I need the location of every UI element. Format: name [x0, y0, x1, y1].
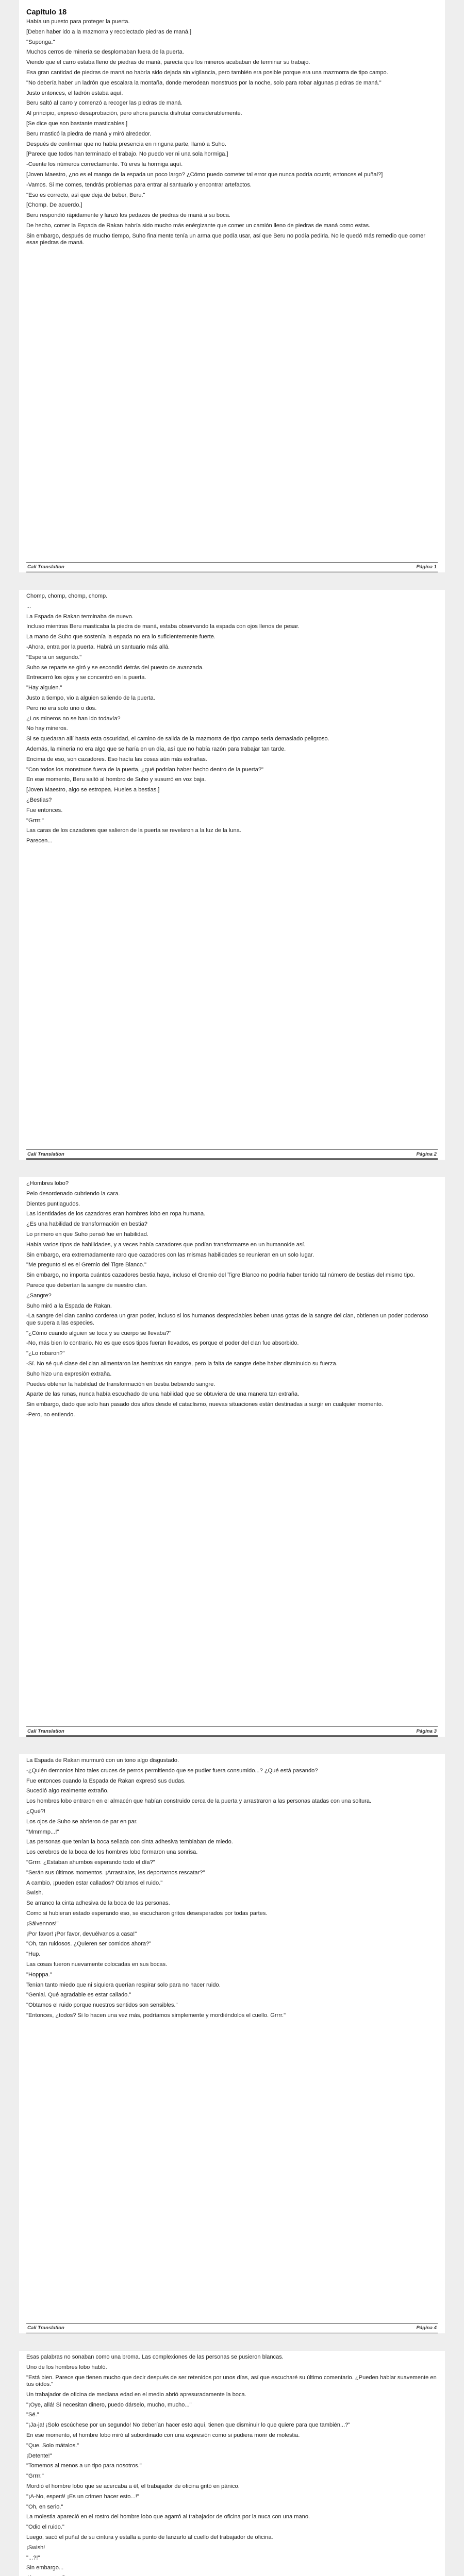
paragraph: Beru masticó la piedra de maná y miró alrededor.: [26, 130, 152, 137]
paragraph: "Obtamos el ruido porque nuestros sentidos son sensibles.": [26, 2002, 178, 2009]
paragraph: Mordió el hombre lobo que se acercaba a él, el trabajador de oficina gritó en pánico.: [26, 2483, 240, 2489]
paragraph: Puedes obtener la habilidad de transformación en bestia bebiendo sangre.: [26, 1381, 216, 1387]
paragraph: Justo a tiempo, vio a alguien saliendo de la puerta.: [26, 694, 155, 701]
paragraph: En ese momento, Beru saltó al hombro de Suho y susurró en voz baja.: [26, 776, 206, 783]
paragraph: "Oh, tan ruidosos. ¿Quieren ser comidos ahora?": [26, 1941, 152, 1947]
paragraph: [Se dice que son bastante masticables.]: [26, 120, 128, 127]
paragraph: Justo entonces, el ladrón estaba aquí.: [26, 90, 123, 96]
document-page: [19, 0, 445, 572]
paragraph: Incluso mientras Beru masticaba la piedra de maná, estaba observando la espada con ojos llenos de pesar.: [26, 623, 300, 630]
paragraph: Después de confirmar que no había presencia en ninguna parte, llamó a Suho.: [26, 141, 226, 147]
paragraph: Al principio, expresó desaprobación, pero ahora parecía disfrutar considerablemente.: [26, 110, 242, 117]
paragraph: -¿Quién demonios hizo tales cruces de perros permitiendo que se pudier fuera consumido...? ¿Qué está pasando?: [26, 1767, 318, 1774]
paragraph: "Grrrr. ¿Estaban ahumbos esperando todo el día?": [26, 1859, 155, 1866]
page-body: [26, 593, 438, 1149]
paragraph: -No, más bien lo contrario. No es que esos tipos fueran llevados, es porque el poder del clan fue absorbido.: [26, 1340, 299, 1347]
paragraph: Fue entonces.: [26, 807, 63, 814]
paragraph: "¡A-No, esperá! ¡Es un crimen hacer esto...!": [26, 2493, 139, 2500]
footer-page-label: Página: [416, 2325, 434, 2331]
paragraph: Las personas que tenían la boca sellada con cinta adhesiva temblaban de miedo.: [26, 1839, 233, 1845]
paragraph: Beru saltó al carro y comenzó a recoger las piedras de maná.: [26, 100, 183, 107]
paragraph: Se arranco la cinta adhesiva de la boca de las personas.: [26, 1900, 170, 1907]
paragraph: "Mmmmp...!": [26, 1828, 59, 1835]
paragraph: [Joven Maestro, algo se estropea. Hueles a bestias.]: [26, 787, 160, 793]
paragraph: En ese momento, el hombre lobo miró al subordinado con una expresión como si pudiera morir de molestia.: [26, 2432, 300, 2438]
page-body: [26, 1180, 438, 1726]
paragraph: Las cosas fueron nuevamente colocadas en sus bocas.: [26, 1961, 168, 1968]
paragraph: ¿Bestias?: [26, 796, 52, 803]
paragraph: ¡Detente!": [26, 2452, 52, 2459]
paragraph: -Ahora, entra por la puerta. Habrá un santuario más allá.: [26, 643, 170, 650]
paragraph: "Grrrr.": [26, 2473, 44, 2480]
paragraph: [Parece que todos han terminado el trabajo. No puedo ver ni una sola hormiga.]: [26, 151, 228, 158]
paragraph: Había un puesto para proteger la puerta.: [26, 19, 130, 25]
paragraph: Pelo desordenado cubriendo la cara.: [26, 1190, 120, 1197]
footer-page-label: Página: [416, 1151, 434, 1157]
paragraph: La Espada de Rakan murmuró con un tono algo disgustado.: [26, 1757, 179, 1764]
paragraph: Suho hizo una expresión extraña.: [26, 1370, 112, 1377]
page-footer: [26, 1726, 438, 1737]
paragraph: Viendo que el carro estaba lleno de piedras de maná, parecía que los mineros acababan de terminar su trabajo.: [26, 59, 310, 66]
footer-publisher: Cali Translation: [27, 564, 64, 570]
paragraph: De hecho, comer la Espada de Rakan habría sido mucho más enérgizante que comer un camión lleno de piedras de maná como estas.: [26, 222, 371, 229]
paragraph: "Sé.": [26, 2412, 39, 2418]
paragraph: ¿Sangre?: [26, 1292, 52, 1299]
paragraph: "Genial. Qué agradable es estar callado.": [26, 1992, 131, 1998]
paragraph: Las identidades de los cazadores eran hombres lobo en ropa humana.: [26, 1211, 206, 1217]
paragraph: "Suponga.": [26, 39, 55, 45]
paragraph: Los ojos de Suho se abrieron de par en par.: [26, 1818, 138, 1825]
paragraph: Esas palabras no sonaban como una broma. Las complexiones de las personas se pusieron blancas.: [26, 2354, 284, 2360]
paragraph: ...: [26, 603, 31, 609]
paragraph: [Joven Maestro, ¿no es el mango de la espada un poco largo? ¿Cómo puedo cometer tal error que nunca podría ocurrir, entonces el puñal?]: [26, 171, 383, 178]
paragraph: Pero no era solo uno o dos.: [26, 705, 97, 711]
paragraph: Esa gran cantidad de piedras de maná no habría sido dejada sin vigilancia, pero también era posible porque era una mazmorra de tipo campo.: [26, 69, 388, 76]
paragraph: "Hopppa.": [26, 1971, 52, 1978]
paragraph: ¡Swish!: [26, 2544, 45, 2551]
paragraph: No hay mineros.: [26, 725, 68, 732]
paragraph: ¿Los mineros no se han ido todavía?: [26, 715, 121, 722]
paragraph: Había varios tipos de habilidades, y a veces había cazadores que podían transformarse en un humanoide así.: [26, 1241, 306, 1248]
paragraph: Como si hubieran estado esperando eso, se escucharon gritos desesperados por todas partes.: [26, 1910, 268, 1917]
page-body: [26, 2354, 438, 2576]
paragraph: "¿Cómo cuando alguien se toca y su cuerpo se llevaba?": [26, 1330, 172, 1336]
footer-page-value: 3: [434, 1728, 437, 1734]
paragraph: Beru respondió rápidamente y lanzó los pedazos de piedras de maná a su boca.: [26, 212, 230, 219]
footer-publisher: Cali Translation: [27, 1728, 64, 1734]
paragraph: Un trabajador de oficina de mediana edad en el medio abrió apresuradamente la boca.: [26, 2391, 246, 2398]
document-page: [19, 590, 445, 1160]
paragraph: [Chomp. De acuerdo.]: [26, 202, 82, 209]
paragraph: "Que. Solo mátalos.": [26, 2442, 79, 2449]
document-page: [19, 1754, 445, 2333]
paragraph: ¿Hombres lobo?: [26, 1180, 69, 1187]
paragraph: Tenían tanto miedo que ni siquiera querían respirar solo para no hacer ruido.: [26, 1981, 221, 1988]
paragraph: "Grrrr.": [26, 817, 44, 824]
footer-page-value: 1: [434, 564, 437, 570]
footer-page-label: Página: [416, 1728, 434, 1734]
paragraph: "Oh, en serio.": [26, 2503, 63, 2510]
paragraph: Lo primero en que Suho pensó fue en habilidad.: [26, 1231, 148, 1238]
paragraph: La molestia apareció en el rostro del hombre lobo que agarró al trabajador de oficina por la nuca con una mano.: [26, 2514, 310, 2520]
paragraph: Aparte de las runas, nunca había escuchado de una habilidad que se obtuviera de una manera tan extraña.: [26, 1391, 300, 1398]
paragraph: ¿Qué?!: [26, 1808, 45, 1815]
paragraph: "Tomemos al menos a un tipo para nosotros.": [26, 2463, 142, 2469]
paragraph: Chomp, chomp, chomp, chomp.: [26, 593, 108, 599]
paragraph: "¡Ja-ja! ¡Solo escúchese por un segundo! No deberían hacer esto aquí, tienen que disminuir lo que quiere para que también...?": [26, 2422, 351, 2429]
footer-publisher: Cali Translation: [27, 2325, 64, 2331]
paragraph: La mano de Suho que sostenía la espada no era lo suficientemente fuerte.: [26, 634, 216, 640]
footer-page-value: 2: [434, 1151, 437, 1157]
paragraph: Sin embargo, dado que solo han pasado dos años desde el cataclismo, nuevas situaciones están destinadas a surgir en cualquier momento.: [26, 1401, 383, 1408]
paragraph: "Hay alguien.": [26, 685, 62, 691]
paragraph: Sin embargo, no importa cuántos cazadores bestia haya, incluso el Gremio del Tigre Blanco no podría haber tenido tal número de bestias del mismo tipo.: [26, 1272, 415, 1279]
paragraph: Dientes puntiagudos.: [26, 1200, 80, 1207]
paragraph: La Espada de Rakan terminaba de nuevo.: [26, 613, 134, 620]
paragraph: Parece que deberían la sangre de nuestro clan.: [26, 1282, 147, 1289]
paragraph: ¡Sálvennos!": [26, 1920, 59, 1927]
footer-page-number: [417, 1728, 437, 1734]
paragraph: "Está bien. Parece que tienen mucho que decir después de ser retenidos por unos días, así que escucharé su último comentario. ¿Pueden hablar suavemente en tus oídos.": [26, 2374, 437, 2387]
paragraph: Las caras de los cazadores que salieron de la puerta se revelaron a la luz de la luna.: [26, 827, 241, 834]
paragraph: "Serán sus últimos momentos. ¡Arrastralos, les deportarnos rescatar?": [26, 1869, 205, 1876]
paragraph: Sin embargo...: [26, 2565, 64, 2571]
paragraph: [Deben haber ido a la mazmorra y recolectado piedras de maná.]: [26, 28, 192, 35]
paragraph: Suho se reparte se giró y se escondió detrás del puesto de avanzada.: [26, 664, 204, 671]
paragraph: Swish.: [26, 1890, 43, 1896]
paragraph: Sin embargo, después de mucho tiempo, Suho finalmente tenía un arma que podía usar, así que Beru no podía pedirla. No le quedó más remedio que comer esas piedras de maná.: [26, 232, 425, 246]
footer-page-value: 4: [434, 2325, 437, 2331]
paragraph: Además, la mineria no era algo que se haría en un día, así que no había razón para trabajar tan tarde.: [26, 745, 286, 752]
paragraph: Parecen...: [26, 838, 53, 844]
paragraph: "Entonces, ¿todos? Si lo hacen una vez más, podríamos simplemente y mordiéndolos el cuello. Grrrr.": [26, 2012, 286, 2019]
paragraph: Muchos cerros de minería se desplomaban fuera de la puerta.: [26, 49, 184, 56]
paragraph: A cambio, ¡pueden estar callados? Oblamos el ruido.": [26, 1879, 163, 1886]
paragraph: "Eso es correcto, así que deja de beber, Beru.": [26, 192, 145, 198]
footer-page-number: [417, 564, 437, 570]
page-footer: [26, 562, 438, 572]
footer-page-number: [417, 1151, 437, 1157]
paragraph: Los hombres lobo entraron en el almacén que habían construido cerca de la puerta y arrastraron a las personas atadas con una soltura.: [26, 1798, 372, 1805]
paragraph: "No debería haber un ladrón que escalara la montaña, donde merodean monstruos por la noche, solo para robar algunas piedras de maná.": [26, 79, 382, 86]
paragraph: Encima de eso, son cazadores. Eso hacía las cosas aún más extrañas.: [26, 756, 207, 762]
footer-publisher: Cali Translation: [27, 1151, 64, 1157]
paragraph: Luego, sacó el puñal de su cintura y estalla a punto de lanzarlo al cuello del trabajador de oficina.: [26, 2534, 273, 2540]
paragraph: Uno de los hombres lobo habló.: [26, 2364, 107, 2370]
paragraph: "Espera un segundo.": [26, 654, 82, 660]
page-footer: [26, 2323, 438, 2333]
paragraph: Fue entonces cuando la Espada de Rakan expresó sus dudas.: [26, 1777, 186, 1784]
paragraph: -La sangre del clan canino corderea un gran poder, incluso si los humanos despreciables beben unas gotas de la sangre del clan, obtienen un poder poderoso que supera a las especies.: [26, 1313, 428, 1326]
paragraph: Suho miró a la Espada de Rakan.: [26, 1302, 112, 1309]
page-body: [26, 3, 438, 562]
document-page: [19, 2351, 445, 2576]
paragraph: -Pero, no entiendo.: [26, 1411, 75, 1418]
paragraph: -Sí. No sé qué clase del clan alimentaron las hembras sin sangre, pero la falta de sangre debe haber disminuido su fuerza.: [26, 1360, 338, 1367]
document-page: [19, 1177, 445, 1737]
paragraph: Sucedió algo realmente extraño.: [26, 1788, 109, 1794]
paragraph: ¿Es una habilidad de transformación en bestia?: [26, 1221, 147, 1228]
paragraph: Si se quedaran allí hasta esta oscuridad, el camino de salida de la mazmorra de tipo campo sería demasiado peligroso.: [26, 736, 329, 742]
paragraph: "...?!": [26, 2554, 40, 2561]
paragraph: "Hup.: [26, 1951, 41, 1958]
paragraph: "Odio el ruido.": [26, 2524, 64, 2531]
chapter-title: Capítulo 18: [26, 8, 67, 16]
paragraph: -Cuente los números correctamente. Tú eres la hormiga aquí.: [26, 161, 183, 168]
footer-page-label: Página: [416, 564, 434, 570]
page-body: [26, 1757, 438, 2323]
paragraph: Entrecerró los ojos y se concentró en la puerta.: [26, 674, 146, 681]
paragraph: "Con todos los monstruos fuera de la puerta, ¿qué podrían haber hecho dentro de la puerta?": [26, 766, 263, 773]
paragraph: Los cerebros de la boca de los hombres lobo formaron una sonrisa.: [26, 1849, 198, 1856]
paragraph: ¡Por favor! ¡Por favor, devuélvanos a casa!": [26, 1930, 137, 1937]
paragraph: "Me pregunto si es el Gremio del Tigre Blanco.": [26, 1262, 146, 1268]
page-footer: [26, 1149, 438, 1160]
paragraph: "¡Oye, allá! Si necesitan dinero, puedo dárselo, mucho, mucho...": [26, 2401, 192, 2408]
paragraph: Sin embargo, era extremadamente raro que cazadores con las mismas habilidades se reunieran en un solo lugar.: [26, 1251, 314, 1258]
paragraph: -Vamos. Si me comes, tendrás problemas para entrar al santuario y encontrar artefactos.: [26, 181, 252, 188]
paragraph: "¿Lo robaron?": [26, 1350, 65, 1357]
footer-page-number: [417, 2325, 437, 2331]
